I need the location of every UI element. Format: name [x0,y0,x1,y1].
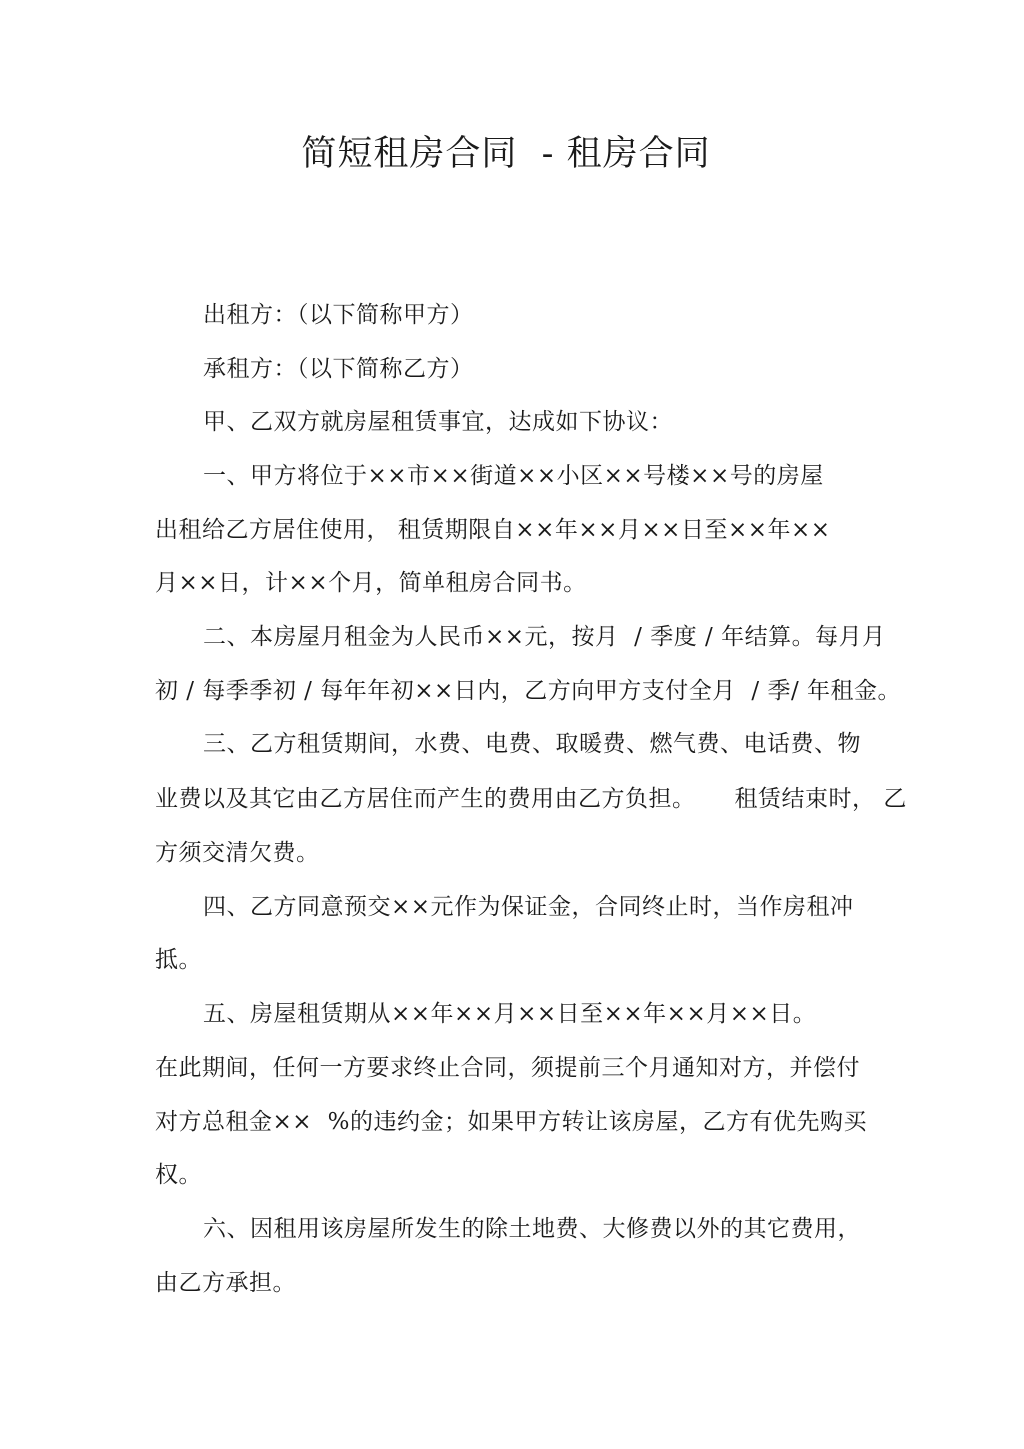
clause-3-line-1: 三、乙方租赁期间，水费、电费、取暖费、燃气费、电话费、物 [203,731,861,757]
clause-1-line-1: 一、甲方将位于××市××街道××小区××号楼××号的房屋 [203,463,824,489]
clause-4-line-1: 四、乙方同意预交××元作为保证金，合同终止时，当作房租冲 [203,894,854,920]
clause-4-line-2: 抵。 [155,947,202,973]
clause-5-line-2: 在此期间，任何一方要求终止合同，须提前三个月通知对方，并偿付 [155,1055,860,1081]
clause-1-line-2: 出租给乙方居住使用， 租赁期限自××年××月××日至××年×× [155,517,831,543]
clause-3-line-3: 方须交清欠费。 [155,840,320,866]
clause-2-line-1: 二、本房屋月租金为人民币××元，按月 / 季度 / 年结算。每月月 [203,624,886,650]
clause-3-line-2: 业费以及其它由乙方居住而产生的费用由乙方负担。 租赁结束时， 乙 [155,786,907,812]
document-title: 简短租房合同 - 租房合同 [301,134,711,174]
clause-5-line-4: 权。 [155,1162,202,1188]
clause-6-line-1: 六、因租用该房屋所发生的除土地费、大修费以外的其它费用， [203,1216,861,1242]
clause-5-line-1: 五、房屋租赁期从××年××月××日至××年××月××日。 [203,1001,817,1027]
agreement-intro-line: 甲、乙双方就房屋租赁事宜，达成如下协议： [203,409,673,435]
clause-6-line-2: 由乙方承担。 [155,1270,296,1296]
clause-5-line-3: 对方总租金×× %的违约金；如果甲方转让该房屋，乙方有优先购买 [155,1109,868,1135]
lessor-line: 出租方：（以下简称甲方） [203,302,474,328]
clause-2-line-2: 初 / 每季季初 / 每年年初××日内，乙方向甲方支付全月 / 季/ 年租金。 [155,678,902,704]
lessee-line: 承租方：（以下简称乙方） [203,356,474,382]
clause-1-line-3: 月××日，计××个月，简单租房合同书。 [155,570,587,596]
